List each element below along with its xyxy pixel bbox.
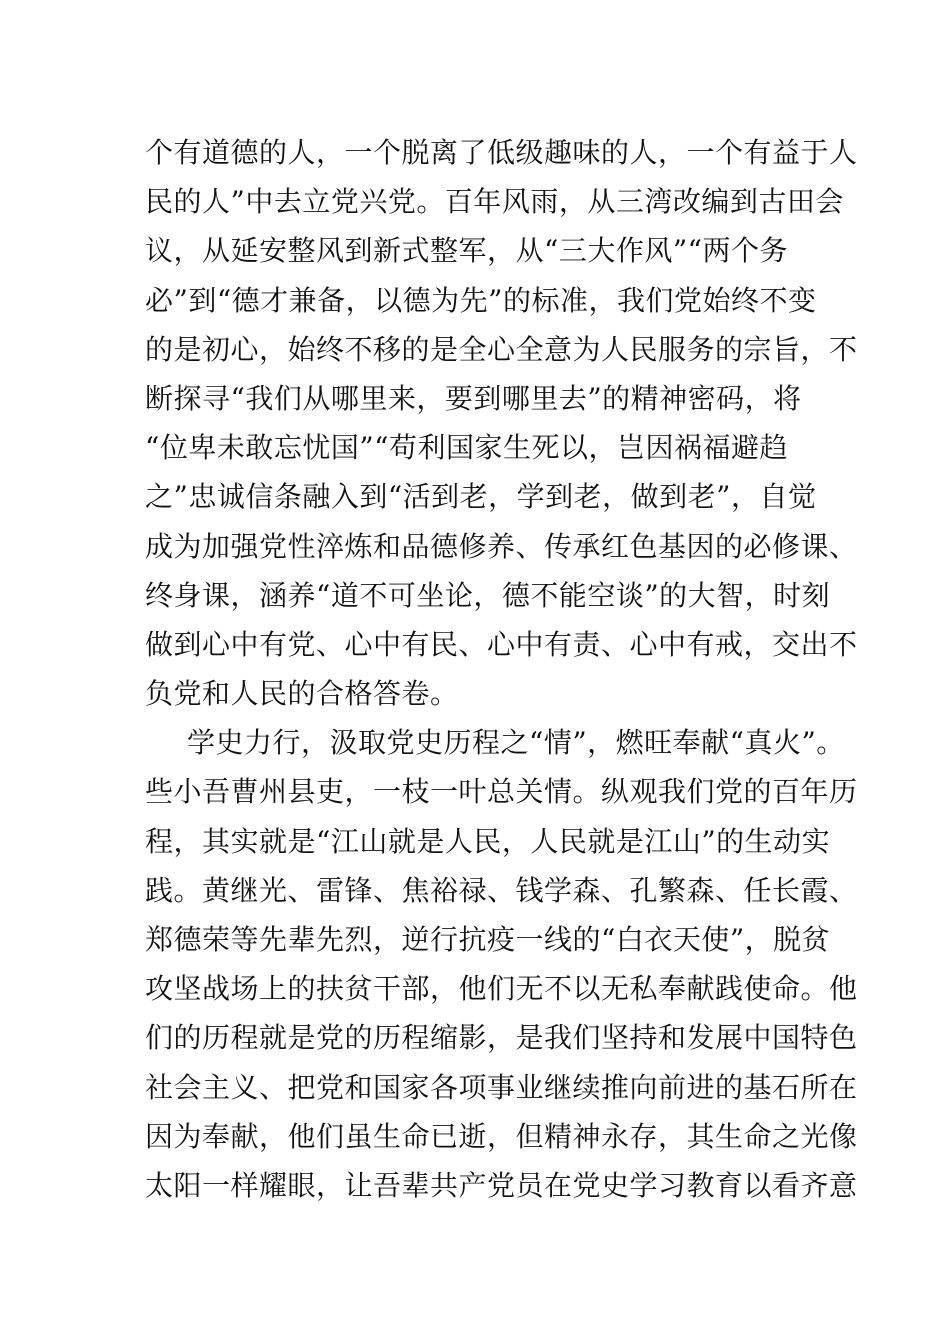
text-line: “位卑未敢忘忧国”“苟利国家生死以，岂因祸福避趋 [145, 431, 788, 465]
text-line: 负党和人民的合格答卷。 [145, 677, 459, 711]
text-line: 太阳一样耀眼，让吾辈共产党员在党史学习教育以看齐意 [145, 1168, 858, 1202]
text-line: 断探寻“我们从哪里来，要到哪里去”的精神密码，将 [145, 381, 802, 415]
text-line: 必”到“德才兼备，以德为先”的标准，我们党始终不变 [145, 283, 817, 317]
text-line: 因为奉献，他们虽生命已逝，但精神永存，其生命之光像 [145, 1119, 858, 1153]
body-text [145, 128, 858, 1210]
text-line: 的是初心，始终不移的是全心全意为人民服务的宗旨，不 [145, 332, 858, 366]
text-line: 社会主义、把党和国家各项事业继续推向前进的基石所在 [145, 1070, 858, 1104]
paragraph-start-line: 学史力行，汲取党史历程之“情”，燃旺奉献“真火”。 [187, 726, 845, 760]
text-line: 民的人”中去立党兴党。百年风雨，从三湾改编到古田会 [145, 185, 844, 219]
text-line: 之”忠诚信条融入到“活到老，学到老，做到老”，自觉 [145, 480, 817, 514]
text-line: 个有道德的人，一个脱离了低级趣味的人，一个有益于人 [145, 136, 858, 169]
text-line: 些小吾曹州县吏，一枝一叶总关情。纵观我们党的百年历 [145, 775, 858, 809]
text-line: 攻坚战场上的扶贫干部，他们无不以无私奉献践使命。他 [145, 972, 858, 1006]
text-line: 终身课，涵养“道不可坐论，德不能空谈”的大智，时刻 [145, 578, 831, 612]
text-line: 议，从延安整风到新式整军，从“三大作风”“两个务 [145, 234, 788, 268]
text-line: 们的历程就是党的历程缩影，是我们坚持和发展中国特色 [145, 1021, 858, 1055]
text-line: 践。黄继光、雷锋、焦裕禄、钱学森、孔繁森、任长霞、 [145, 873, 858, 907]
text-line: 成为加强党性淬炼和品德修养、传承红色基因的必修课、 [145, 529, 858, 563]
text-line: 郑德荣等先辈先烈，逆行抗疫一线的“白衣天使”，脱贫 [145, 923, 831, 956]
text-line: 程，其实就是“江山就是人民，人民就是江山”的生动实 [145, 824, 831, 858]
text-line: 做到心中有党、心中有民、心中有责、心中有戒，交出不 [145, 627, 858, 661]
